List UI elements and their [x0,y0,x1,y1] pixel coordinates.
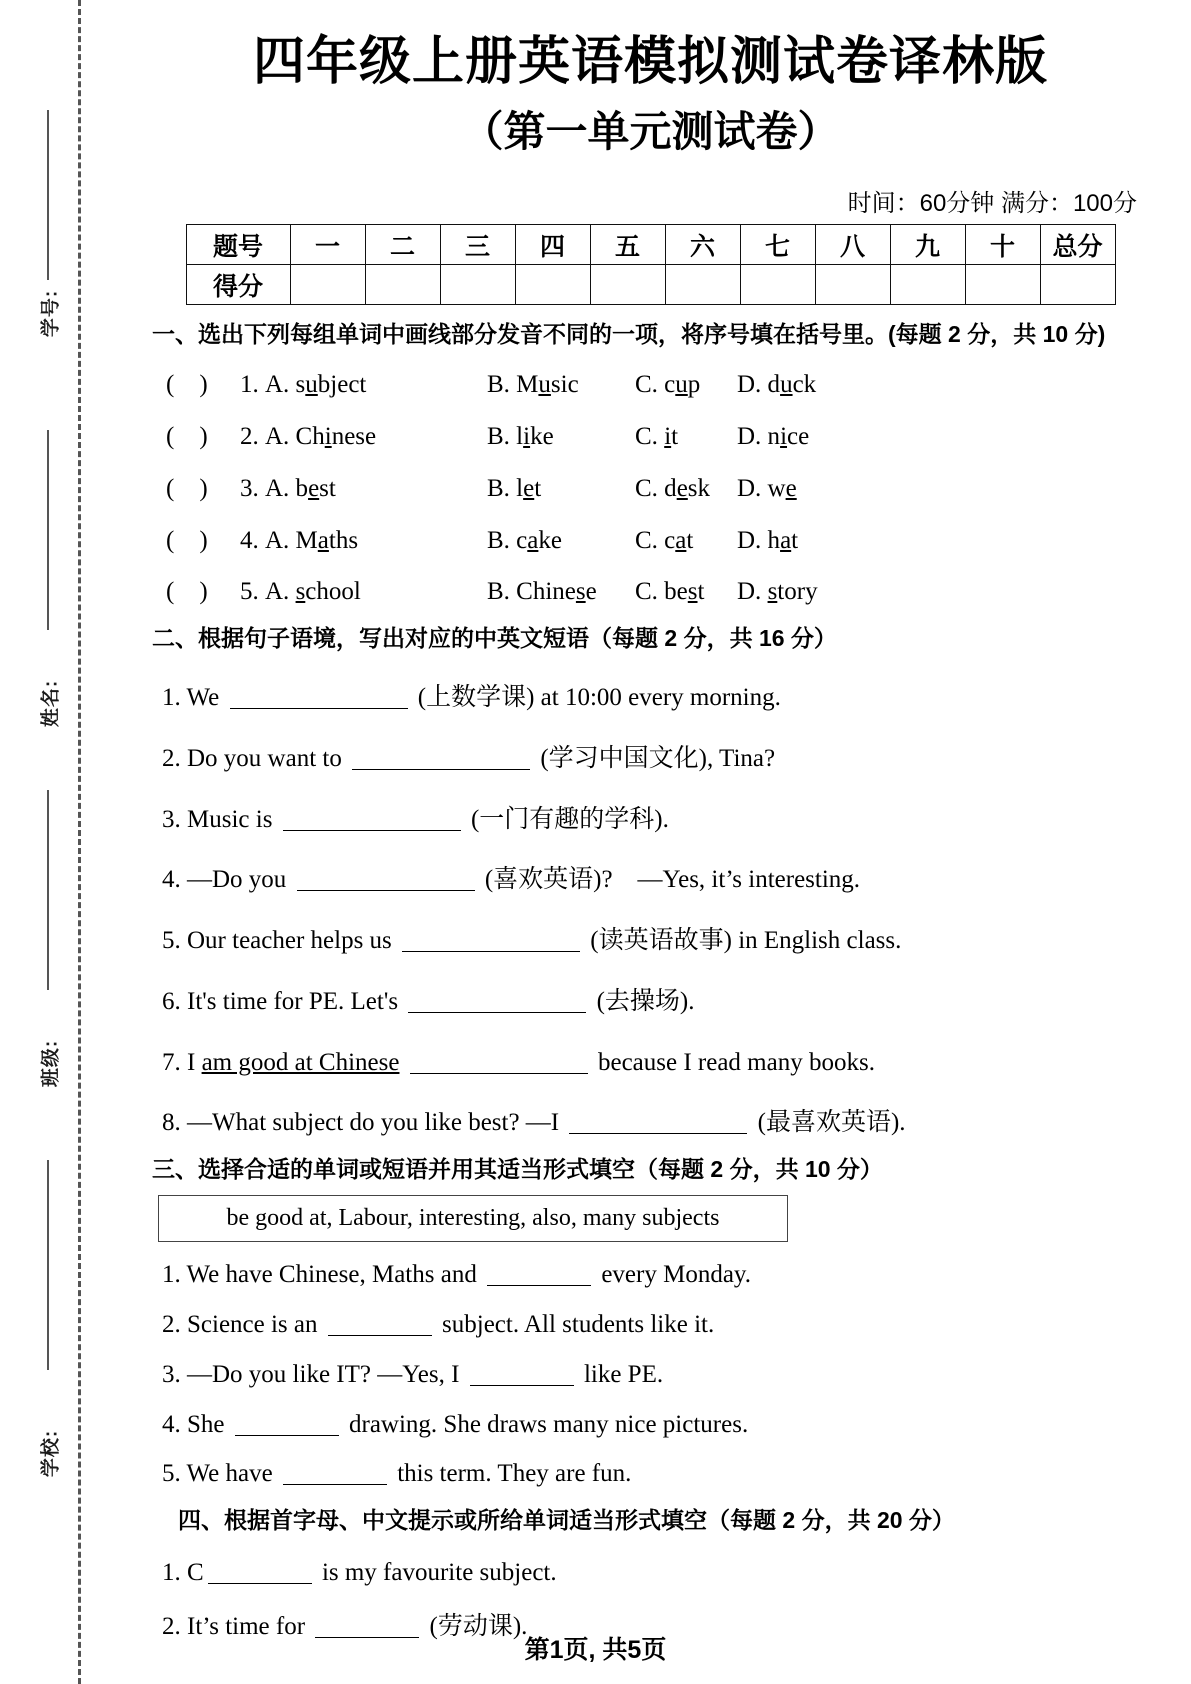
option-c[interactable]: C. it [635,423,679,451]
fill-blank-row[interactable]: 2. It’s time for (劳动课). [162,1612,528,1640]
option-b[interactable]: B. like [487,423,554,451]
score-cell-7[interactable] [740,265,815,305]
fill-blank-row[interactable]: 6. It's time for PE. Let's (去操场). [162,987,695,1015]
option-b[interactable]: B. let [487,474,542,502]
score-table-col-7: 七 [740,225,815,265]
seal-margin [0,0,110,1684]
question-row[interactable] [152,420,1149,454]
fill-blank-row[interactable]: 5. We have this term. They are fun. [162,1460,632,1488]
section-one-heading: 一、选出下列每组单词中画线部分发音不同的一项，将序号填在括号里。(每题 2 分，共 10 分) [152,321,1106,348]
score-table-col-total: 总分 [1040,225,1115,265]
option-c[interactable]: C. best [635,578,705,606]
answer-parenthesis[interactable]: ( ) [166,526,208,554]
option-d[interactable]: D. story [737,578,818,606]
section-one [152,319,1149,609]
seal-label-school: 学校: [40,1429,62,1478]
score-table [186,224,1116,305]
option-d[interactable]: D. duck [737,371,817,399]
section-three [152,1154,1149,1491]
fill-blank-row[interactable]: 1. We (上数学课) at 10:00 every morning. [162,684,781,712]
seal-label-class: 班级: [40,1039,62,1088]
option-a[interactable]: A. subject [265,371,367,399]
score-table-header-row [186,225,1115,265]
fill-blank-row[interactable]: 2. Science is an subject. All students like it. [162,1311,715,1339]
option-b[interactable]: B. Chinese [487,578,597,606]
seal-label-name: 姓名: [40,679,62,728]
answer-parenthesis[interactable]: ( ) [166,474,208,502]
fill-blank-row[interactable]: 1. We have Chinese, Maths and every Monday. [162,1261,752,1289]
fill-blank-row[interactable]: 4. —Do you (喜欢英语)? —Yes, it’s interesting. [162,866,861,894]
seal-rule-3 [47,790,49,990]
score-cell-3[interactable] [440,265,515,305]
fill-blank-row[interactable]: 8. —What subject do you like best? —I (最喜欢英语). [162,1109,906,1137]
question-number: 2. [240,423,259,451]
score-table-row-label-number: 题号 [186,225,290,265]
option-b[interactable]: B. cake [487,526,562,554]
score-table-row-label-score: 得分 [186,265,290,305]
score-table-col-6: 六 [665,225,740,265]
question-number: 5. [240,578,259,606]
fill-blank-row[interactable]: 4. She drawing. She draws many nice pictures. [162,1410,749,1438]
option-d[interactable]: D. nice [737,423,810,451]
seal-rule-1 [47,110,49,280]
score-table-col-5: 五 [590,225,665,265]
score-table-score-row [186,265,1115,305]
score-table-col-3: 三 [440,225,515,265]
option-a[interactable]: A. Maths [265,526,359,554]
exam-paper [110,0,1191,1684]
question-number: 1. [240,371,259,399]
score-table-col-1: 一 [290,225,365,265]
fill-blank-row[interactable]: 5. Our teacher helps us (读英语故事) in English class. [162,927,902,955]
score-cell-5[interactable] [590,265,665,305]
fill-blank-row[interactable]: 3. Music is (一门有趣的学科). [162,805,669,833]
score-table-col-9: 九 [890,225,965,265]
fill-blank-row[interactable]: 1. C is my favourite subject. [162,1559,557,1587]
question-number: 4. [240,526,259,554]
option-c[interactable]: C. cup [635,371,701,399]
section-four [152,1505,1149,1644]
score-cell-total[interactable] [1040,265,1115,305]
option-a[interactable]: A. best [265,474,336,502]
word-bank-box: be good at, Labour, interesting, also, many subjects [158,1195,788,1242]
score-table-col-2: 二 [365,225,440,265]
score-table-col-10: 十 [965,225,1040,265]
exam-meta-info: 时间：60分钟 满分：100分 [847,190,1137,218]
page-title: 四年级上册英语模拟测试卷译林版 [252,33,1048,91]
fill-blank-row[interactable]: 7. I am good at Chinese because I read many books. [162,1048,875,1076]
score-table-col-4: 四 [515,225,590,265]
score-cell-10[interactable] [965,265,1040,305]
seal-label-student-id: 学号: [40,289,62,338]
option-a[interactable]: A. Chinese [265,423,377,451]
answer-parenthesis[interactable]: ( ) [166,423,208,451]
question-row[interactable] [152,575,1149,609]
option-b[interactable]: B. Music [487,371,579,399]
score-cell-8[interactable] [815,265,890,305]
option-c[interactable]: C. cat [635,526,694,554]
option-c[interactable]: C. desk [635,474,711,502]
score-table-col-8: 八 [815,225,890,265]
question-row[interactable] [152,524,1149,558]
seal-rule-2 [47,430,49,630]
question-row[interactable] [152,472,1149,506]
answer-parenthesis[interactable]: ( ) [166,371,208,399]
page-subtitle: （第一单元测试卷） [461,108,840,155]
score-cell-2[interactable] [365,265,440,305]
score-cell-4[interactable] [515,265,590,305]
answer-parenthesis[interactable]: ( ) [166,578,208,606]
fill-blank-row[interactable]: 2. Do you want to (学习中国文化), Tina? [162,744,776,772]
section-two-heading: 二、根据句子语境，写出对应的中英文短语（每题 2 分，共 16 分） [152,625,837,652]
seal-dashed-line [78,0,81,1684]
section-three-heading: 三、选择合适的单词或短语并用其适当形式填空（每题 2 分，共 10 分） [152,1156,883,1183]
score-cell-1[interactable] [290,265,365,305]
section-two [152,623,1149,1140]
question-number: 3. [240,474,259,502]
seal-rule-4 [47,1160,49,1370]
page-indicator: 第1页, 共5页 [524,1636,667,1664]
score-cell-9[interactable] [890,265,965,305]
fill-blank-row[interactable]: 3. —Do you like IT? —Yes, I like PE. [162,1360,664,1388]
option-a[interactable]: A. school [265,578,361,606]
score-cell-6[interactable] [665,265,740,305]
option-d[interactable]: D. hat [737,526,799,554]
option-d[interactable]: D. we [737,474,797,502]
question-row[interactable] [152,368,1149,402]
section-four-heading: 四、根据首字母、中文提示或所给单词适当形式填空（每题 2 分，共 20 分） [178,1507,955,1534]
